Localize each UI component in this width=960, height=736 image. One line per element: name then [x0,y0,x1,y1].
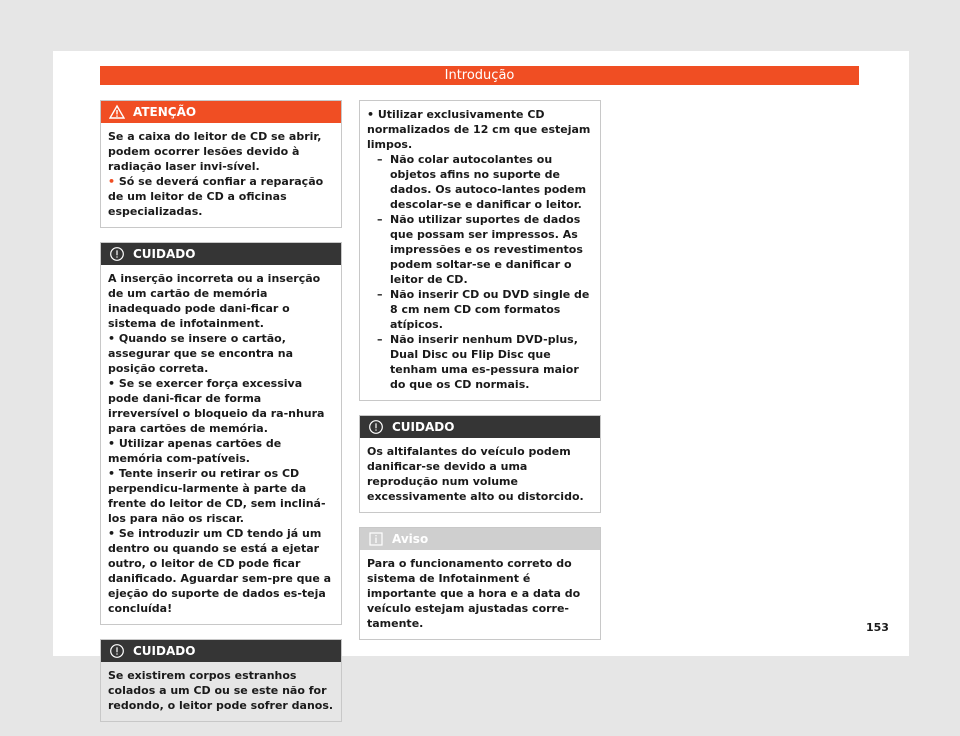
list-item [367,212,593,287]
caution-box-text: Se existirem corpos estranhos colados a um CD ou se este não for redondo, o leitor pode sofrer danos. [108,669,334,712]
note-box-text: Para o funcionamento correto do sistema de Infotainment é importante que a hora e a data do veículo estejam ajustadas corre-tamente. [367,557,581,630]
caution-item: • Utilizar apenas cartões de memória com-patíveis. [108,437,282,465]
list-item-text: Não inserir nenhum DVD-plus, Dual Disc ou Flip Disc que tenham uma es-pessura maior do que os CD normais. [390,333,579,391]
caution-box-body [101,662,341,721]
list-item [367,287,593,332]
left-column [100,100,342,736]
section-header [100,66,859,85]
caution-box-speakers [359,415,601,513]
middle-column [359,100,601,654]
warning-box-intro: Se a caixa do leitor de CD se abrir, podem ocorrer lesões devido à radiação laser invi-sível. [108,130,322,173]
caution-box-body [360,438,600,512]
continued-list-box [359,100,601,401]
list-item [367,332,593,392]
section-title: Introdução [444,68,515,83]
caution-item: • Quando se insere o cartão, assegurar que se encontra na posição correta. [108,332,294,375]
exclamation-circle-icon [109,643,125,659]
caution-item: • Se introduzir um CD tendo já um dentro ou quando se está a ejetar outro, o leitor de CD pode ficar danificado. Aguardar sem-pre que a ejeção do suporte de dados es-teja concluída! [108,527,332,615]
caution-box-header [101,243,341,265]
info-square-icon [368,531,384,547]
caution-item: • Se se exercer força excessiva pode dani-ficar de forma irreversível o bloqueio da ra-nhura para cartões de memória. [108,377,325,435]
exclamation-circle-icon [109,246,125,262]
caution-box-header [360,416,600,438]
warning-box-body [101,123,341,227]
warning-box-item-text: Só se deverá confiar a reparação de um leitor de CD a oficinas especializadas. [108,175,324,218]
continued-list-body [360,101,600,400]
list-item-text: Não inserir CD ou DVD single de 8 cm nem CD com formatos atípicos. [390,288,590,331]
caution-box-body [101,265,341,624]
dash-marker: – [377,333,383,346]
exclamation-circle-icon [368,419,384,435]
caution-box-header [101,640,341,662]
list-item [367,152,593,212]
dash-marker: – [377,153,383,166]
warning-box-title: ATENÇÃO [133,105,197,119]
caution-box-title: CUIDADO [392,420,455,434]
caution-box-intro: A inserção incorreta ou a inserção de um cartão de memória inadequado pode dani-ficar o sistema de infotainment. [108,272,321,330]
caution-box-foreign-objects [100,639,342,722]
note-box-header [360,528,600,550]
list-item-text: Não utilizar suportes de dados que possam ser impressos. As impressões e os revestimentos podem soltar-se e danificar o leitor de CD. [390,213,583,286]
caution-box-memory-card [100,242,342,625]
note-box [359,527,601,640]
continued-lead: • Utilizar exclusivamente CD normalizados de 12 cm que estejam limpos. [367,108,591,151]
caution-box-title: CUIDADO [133,247,196,261]
caution-box-text: Os altifalantes do veículo podem danificar-se devido a uma reprodução num volume excessivamente alto ou distorcido. [367,445,584,503]
warning-box-item [108,174,334,219]
dash-marker: – [377,288,383,301]
caution-box-title: CUIDADO [133,644,196,658]
note-box-title: Aviso [392,532,429,546]
page-number: 153 [866,621,889,634]
warning-box [100,100,342,228]
warning-bullet: • [108,175,116,188]
caution-item: • Tente inserir ou retirar os CD perpendicu-larmente à parte da frente do leitor de CD, sem incliná-los para não os riscar. [108,467,326,525]
list-item-text: Não colar autocolantes ou objetos afins no suporte de dados. Os autoco-lantes podem descolar-se e danificar o leitor. [390,153,587,211]
warning-triangle-icon [109,104,125,120]
note-box-body [360,550,600,639]
dash-marker: – [377,213,383,226]
warning-box-header [101,101,341,123]
